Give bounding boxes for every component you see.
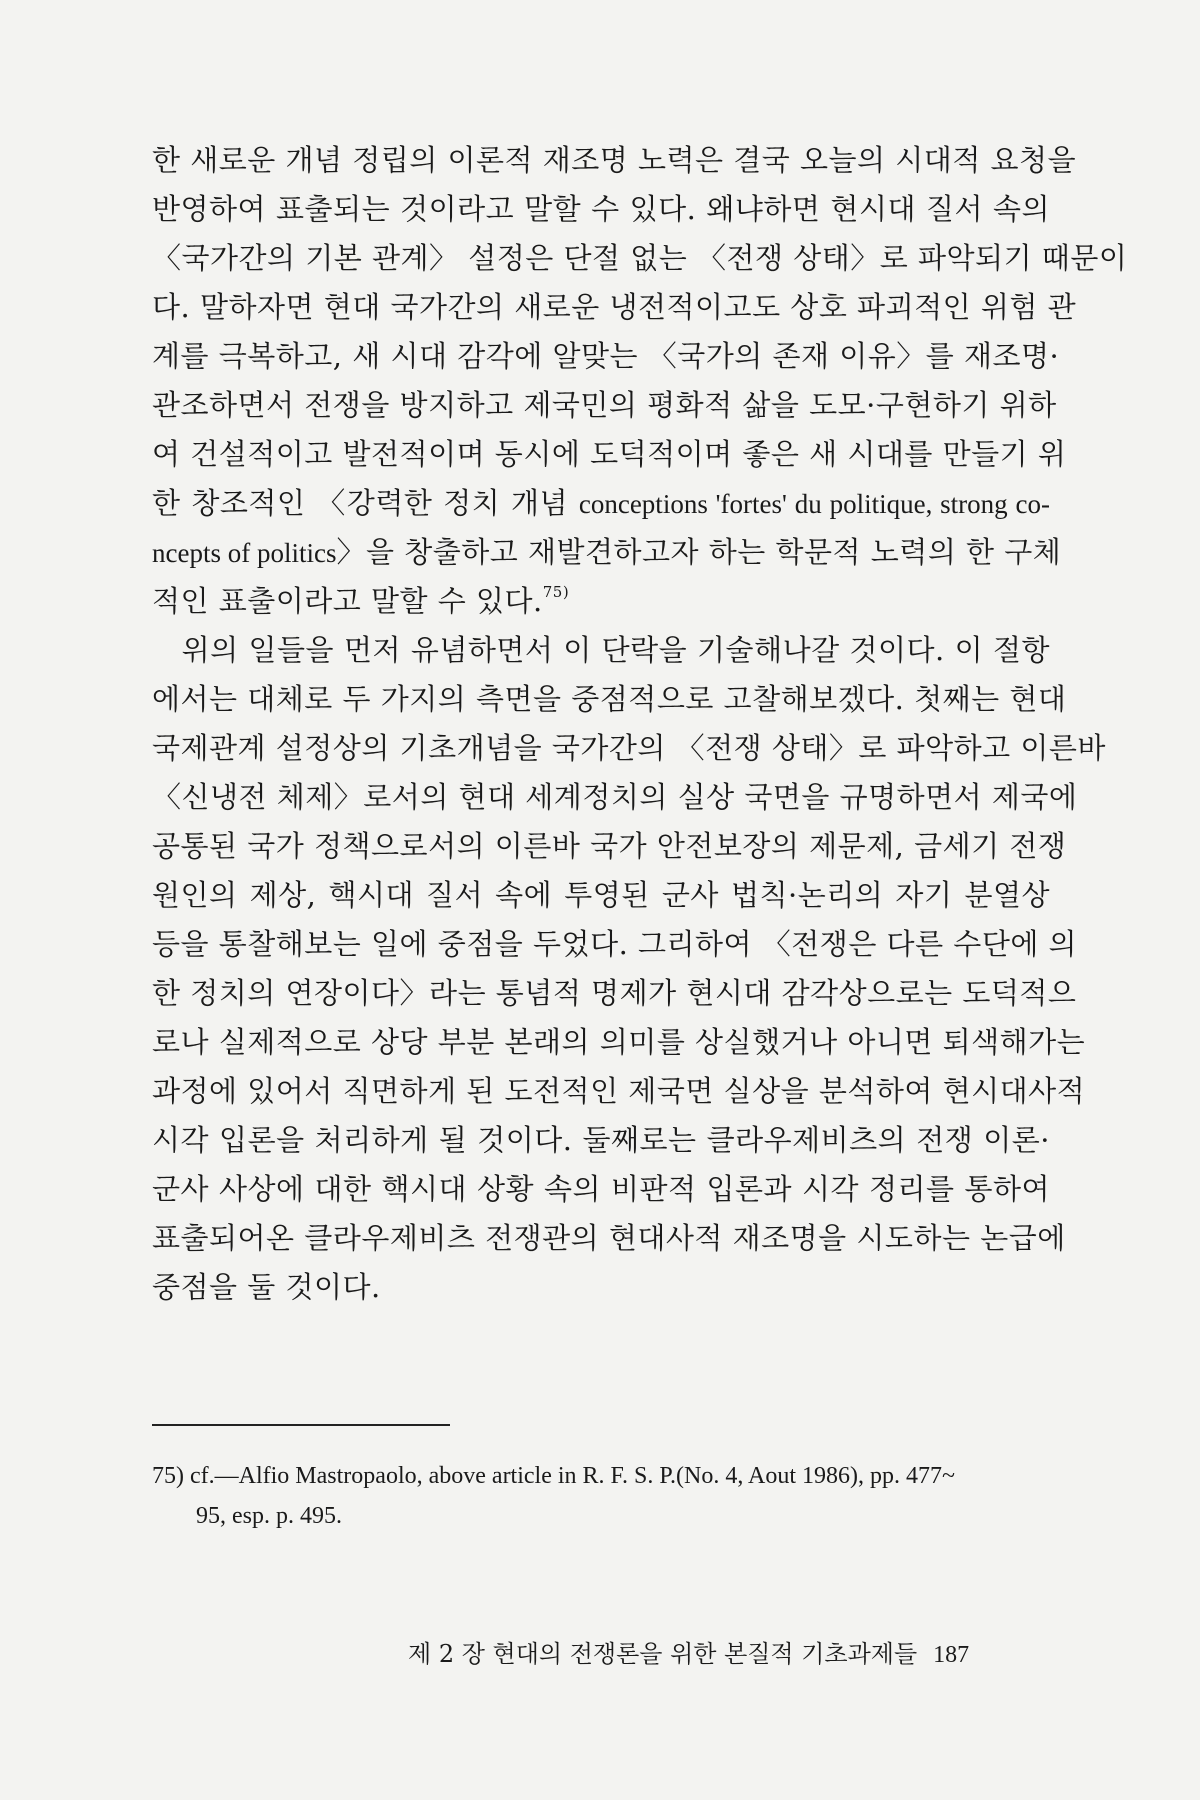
text-segment: 적인 표출이라고 말할 수 있다. xyxy=(152,584,543,618)
text-line: 표출되어온 클라우제비츠 전쟁관의 현대사적 재조명을 시도하는 논급에 xyxy=(152,1221,1066,1255)
text-line xyxy=(152,528,1062,577)
text-segment: 한 창조적인 〈강력한 정치 개념 xyxy=(152,486,579,520)
page-number: 187 xyxy=(933,1642,970,1668)
footnote-divider xyxy=(152,1424,450,1426)
footnote xyxy=(152,1456,1050,1536)
text-segment-latin: conceptions 'fortes' du politique, strong co- xyxy=(578,489,1050,519)
text-line: 한 정치의 연장이다〉라는 통념적 명제가 현시대 감각상으로는 도덕적으 xyxy=(152,976,1077,1010)
text-line: 한 새로운 개념 정립의 이론적 재조명 노력은 결국 오늘의 시대적 요청을 xyxy=(152,143,1077,177)
footnote-line: 95, esp. p. 495. xyxy=(196,1503,342,1529)
body-text xyxy=(152,136,1128,1312)
text-line: 군사 사상에 대한 핵시대 상황 속의 비판적 입론과 시각 정리를 통하여 xyxy=(152,1172,1050,1206)
text-line: 과정에 있어서 직면하게 된 도전적인 제국면 실상을 분석하여 현시대사적 xyxy=(152,1074,1086,1108)
text-line: 다. 말하자면 현대 국가간의 새로운 냉전적이고도 상호 파괴적인 위험 관 xyxy=(152,290,1077,324)
footnote-reference: 75) xyxy=(542,583,570,601)
footnote-line: 75) cf.—Alfio Mastropaolo, above article in R. F. S. P.(No. 4, Aout 1986), pp. 477~ xyxy=(152,1463,955,1489)
text-line: 계를 극복하고, 새 시대 감각에 알맞는 〈국가의 존재 이유〉를 재조명· xyxy=(152,339,1060,373)
text-line: 원인의 제상, 핵시대 질서 속에 투영된 군사 법칙·논리의 자기 분열상 xyxy=(152,878,1050,912)
text-segment-latin: ncepts of politics xyxy=(152,538,337,568)
text-line: 시각 입론을 처리하게 될 것이다. 둘째로는 클라우제비츠의 전쟁 이론· xyxy=(152,1123,1050,1157)
text-line: 관조하면서 전쟁을 방지하고 제국민의 평화적 삶을 도모·구현하기 위하 xyxy=(152,388,1057,422)
text-line: 반영하여 표출되는 것이라고 말할 수 있다. 왜냐하면 현시대 질서 속의 xyxy=(152,192,1050,226)
chapter-title: 제 2 장 현대의 전쟁론을 위한 본질적 기초과제들 xyxy=(408,1640,918,1668)
text-line: 여 건설적이고 발전적이며 동시에 도덕적이며 좋은 새 시대를 만들기 위 xyxy=(152,437,1067,471)
text-line: 중점을 둘 것이다. xyxy=(152,1270,381,1304)
text-line xyxy=(152,577,1050,626)
text-line: 로나 실제적으로 상당 부분 본래의 의미를 상실했거나 아니면 퇴색해가는 xyxy=(152,1025,1086,1059)
text-line: 위의 일들을 먼저 유념하면서 이 단락을 기술해나갈 것이다. 이 절항 xyxy=(152,633,1050,667)
text-line: 〈국가간의 기본 관계〉 설정은 단절 없는 〈전쟁 상태〉로 파악되기 때문이 xyxy=(152,241,1128,275)
text-line: 등을 통찰해보는 일에 중점을 두었다. 그리하여 〈전쟁은 다른 수단에 의 xyxy=(152,927,1078,961)
text-line: 〈신냉전 체제〉로서의 현대 세계정치의 실상 국면을 규명하면서 제국에 xyxy=(152,780,1078,814)
text-line xyxy=(152,479,1050,528)
running-footer xyxy=(408,1634,1048,1675)
text-line: 공통된 국가 정책으로서의 이른바 국가 안전보장의 제문제, 금세기 전쟁 xyxy=(152,829,1067,863)
text-line: 에서는 대체로 두 가지의 측면을 중점적으로 고찰해보겠다. 첫째는 현대 xyxy=(152,682,1067,716)
text-segment: 〉을 창출하고 재발견하고자 하는 학문적 노력의 한 구체 xyxy=(336,535,1062,569)
text-line: 국제관계 설정상의 기초개념을 국가간의 〈전쟁 상태〉로 파악하고 이른바 xyxy=(152,731,1106,765)
